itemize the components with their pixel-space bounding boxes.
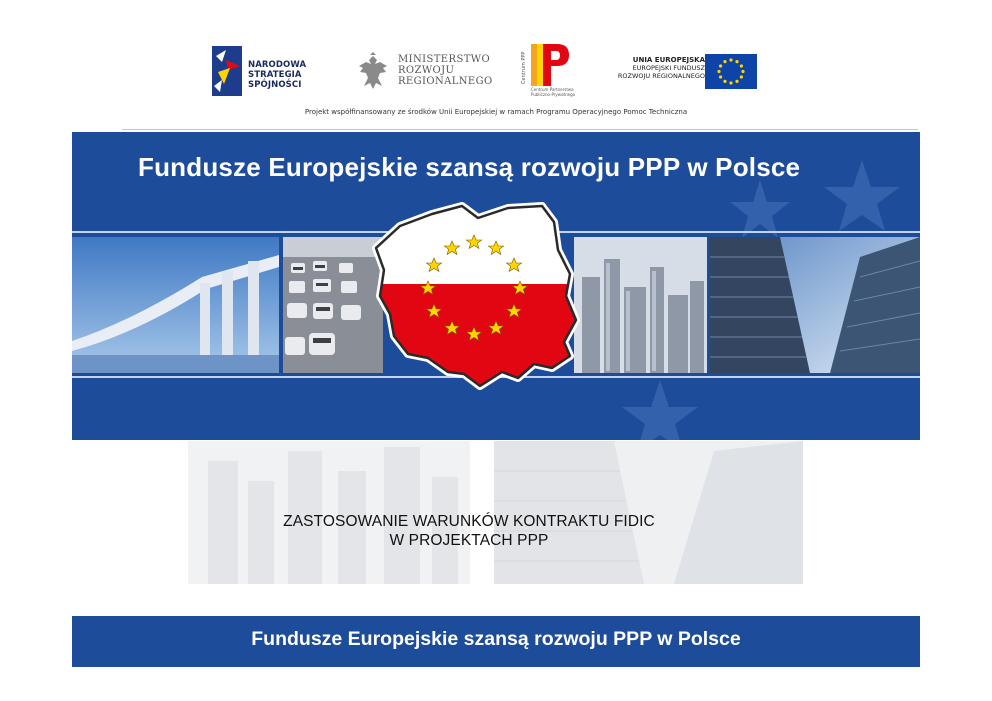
photo-skyscraper <box>710 237 920 373</box>
banner-title: Fundusze Europejskie szansą rozwoju PPP w Polsce <box>138 152 801 182</box>
polish-eagle-icon <box>356 52 390 92</box>
footer-band <box>72 616 920 667</box>
logo-narodowa-strategia-spojnosci <box>212 46 340 96</box>
subtitle-line-2: W PROJEKTACH PPP <box>389 532 549 549</box>
eu-logo-text: UNIA EUROPEJSKA EUROPEJSKI FUNDUSZ ROZWOJU REGIONALNEGO <box>617 56 705 80</box>
nss-logo-text: NARODOWA STRATEGIA SPÓJNOŚCI <box>248 60 307 90</box>
poland-map-icon <box>356 196 592 396</box>
footer-title: Fundusze Europejskie szansą rozwoju PPP w Polsce <box>251 628 741 650</box>
ministry-logo-text: MINISTERSTWO ROZWOJU REGIONALNEGO <box>398 54 493 87</box>
presentation-subtitle <box>0 512 938 550</box>
hero-banner <box>72 132 920 440</box>
photo-bridge <box>72 237 279 373</box>
photo-skyline <box>574 237 707 373</box>
header-divider <box>122 129 918 130</box>
logo-ministerstwo-rozwoju-regionalnego <box>356 52 496 94</box>
logo-unia-europejska <box>615 52 757 92</box>
subtitle-line-1: ZASTOSOWANIE WARUNKÓW KONTRAKTU FIDIC <box>283 513 655 530</box>
centrum-ppp-subtext: Centrum Partnerstwa Publiczno-Prywatnego <box>531 87 576 97</box>
nss-emblem-icon <box>212 46 242 96</box>
logo-centrum-ppp <box>521 42 583 104</box>
eu-flag-icon <box>705 54 757 89</box>
centrum-ppp-p-icon <box>531 44 571 86</box>
centrum-ppp-side-label: Centrum PPP <box>521 51 527 84</box>
cofinancing-note: Projekt współfinansowany ze środków Unii Europejskiej w ramach Programu Operacyjnego Pomoc Techniczna <box>304 108 688 116</box>
